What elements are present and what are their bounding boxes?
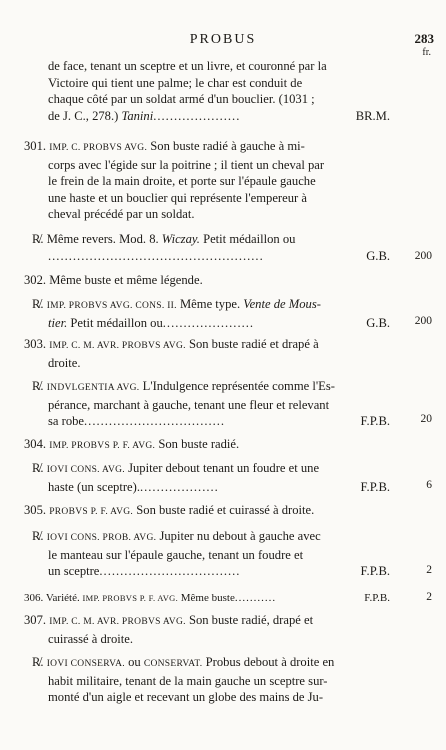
legend-text: CONSERVAT. <box>143 659 203 669</box>
legend-text: IOVI CONS. PROB. AVG. <box>46 533 157 543</box>
reverse-mark: R̸. <box>32 529 44 543</box>
grade: F.P.B. <box>360 414 390 429</box>
grade: F.P.B. <box>364 592 390 604</box>
price-value: 20 <box>420 413 432 425</box>
entry-306: 306. Variété. IMP. PROBVS P. F. AVG. Même buste........... F.P.B. <box>24 590 390 607</box>
reverse-mark: R̸. <box>32 379 44 393</box>
text-line: de J. C., 278.) Tanini..................... BR.M. <box>48 108 390 123</box>
legend-text: IMP. PROBVS P. F. AVG. <box>49 441 156 451</box>
legend-text: IMP. C. M. AVR. PROBVS AVG. <box>49 617 186 627</box>
price-value: 200 <box>414 315 432 327</box>
legend-text: IMP. C. PROBVS AVG. <box>49 143 148 153</box>
legend-text: IMP. PROBVS AVG. CONS. II. <box>46 301 177 311</box>
entry-303-reverse: R̸. INDVLGENTIA AVG. L'Indulgence représentée comme l'Es- pérance, marchant à gauche, tenant une fleur et relevant sa robe.................................. F.P.B. <box>32 379 390 429</box>
entry-number: 304. <box>24 437 47 451</box>
entry-number: 301. <box>24 139 47 153</box>
source-name: Wiczay. <box>161 232 200 246</box>
entry-number: 307. <box>24 613 47 627</box>
entry-number: 303. <box>24 337 47 351</box>
entry-302-reverse: R̸. IMP. PROBVS AVG. CONS. II. Même type. Vente de Mous- tier. Petit médaillon ou...................... G.B. <box>32 297 390 330</box>
reverse-mark: R̸. <box>32 232 44 246</box>
text-line: Victoire qui tient une palme; le char est conduit de <box>48 75 303 90</box>
entry-302: 302. Même buste et même légende. <box>24 273 203 287</box>
entry-305: 305. PROBVS P. F. AVG. Son buste radié et cuirassé à droite. <box>24 503 315 517</box>
legend-text: IOVI CONSERVA. <box>46 659 125 669</box>
legend-text: IOVI CONS. AVG. <box>46 465 125 475</box>
page-number: 283 <box>414 31 434 46</box>
entry-304: 304. IMP. PROBVS P. F. AVG. Son buste radié. <box>24 437 240 451</box>
entry-number: 302. <box>24 273 47 287</box>
price-value: 6 <box>426 479 432 491</box>
text-line: chaque côté par un soldat armé d'un bouclier. (1031 ; <box>48 92 315 107</box>
grade: G.B. <box>366 248 390 263</box>
entry-301: 301. IMP. C. PROBVS AVG. Son buste radié à gauche à mi- corps avec l'égide sur la poitrine ; il tient un cheval par le frein de la main droite, et porte sur l'épaule gauche une haste et un bouclier qui représente l'empereur à cheval précédé par un soldat. <box>24 139 325 222</box>
price-value: 200 <box>414 250 432 262</box>
reverse-mark: R̸. <box>32 297 44 311</box>
entry-303: 303. IMP. C. M. AVR. PROBVS AVG. Son buste radié et drapé à droite. <box>24 337 319 370</box>
running-title: PROBUS <box>189 32 257 47</box>
entry-305-reverse: R̸. IOVI CONS. PROB. AVG. Jupiter nu debout à gauche avec le manteau sur l'épaule gauche, tenant un foudre et un sceptre.................................. F.P.B. <box>32 529 390 579</box>
legend-text: IMP. C. M. AVR. PROBVS AVG. <box>49 341 186 351</box>
grade: F.P.B. <box>360 564 390 579</box>
source-name: Tanini <box>121 108 154 123</box>
reverse-mark: R̸. <box>32 655 44 669</box>
reverse-mark: R̸. <box>32 461 44 475</box>
collection-mark: BR.M. <box>355 108 390 123</box>
price-value: 2 <box>426 564 432 576</box>
grade: F.P.B. <box>360 479 390 494</box>
entry-number: 306. <box>24 592 44 604</box>
legend-text: INDVLGENTIA AVG. <box>46 383 140 393</box>
entry-number: 305. <box>24 503 47 517</box>
text-line: de face, tenant un sceptre et un livre, et couronné par la <box>48 59 327 73</box>
price-value: 2 <box>426 591 432 603</box>
entry-307-reverse: R̸. IOVI CONSERVA. ou CONSERVAT. Probus debout à droite en habit militaire, tenant de la main gauche un sceptre sur- monté d'un aigle et recevant un globe des mains de Ju- <box>32 655 335 705</box>
entry-304-reverse: R̸. IOVI CONS. AVG. Jupiter debout tenant un foudre et une haste (un sceptre).................... F.P.B. <box>32 461 390 494</box>
legend-text: IMP. PROBVS P. F. AVG. <box>82 593 178 603</box>
continuation-paragraph <box>48 58 390 124</box>
grade: G.B. <box>366 315 390 330</box>
legend-text: PROBVS P. F. AVG. <box>49 507 134 517</box>
value-unit-label: fr. <box>422 47 431 58</box>
entry-307: 307. IMP. C. M. AVR. PROBVS AVG. Son buste radié, drapé et cuirassé à droite. <box>24 613 314 646</box>
entry-301-reverse: R̸. Même revers. Mod. 8. Wiczay. Petit médaillon ou .................................................... G.B. <box>32 232 390 263</box>
